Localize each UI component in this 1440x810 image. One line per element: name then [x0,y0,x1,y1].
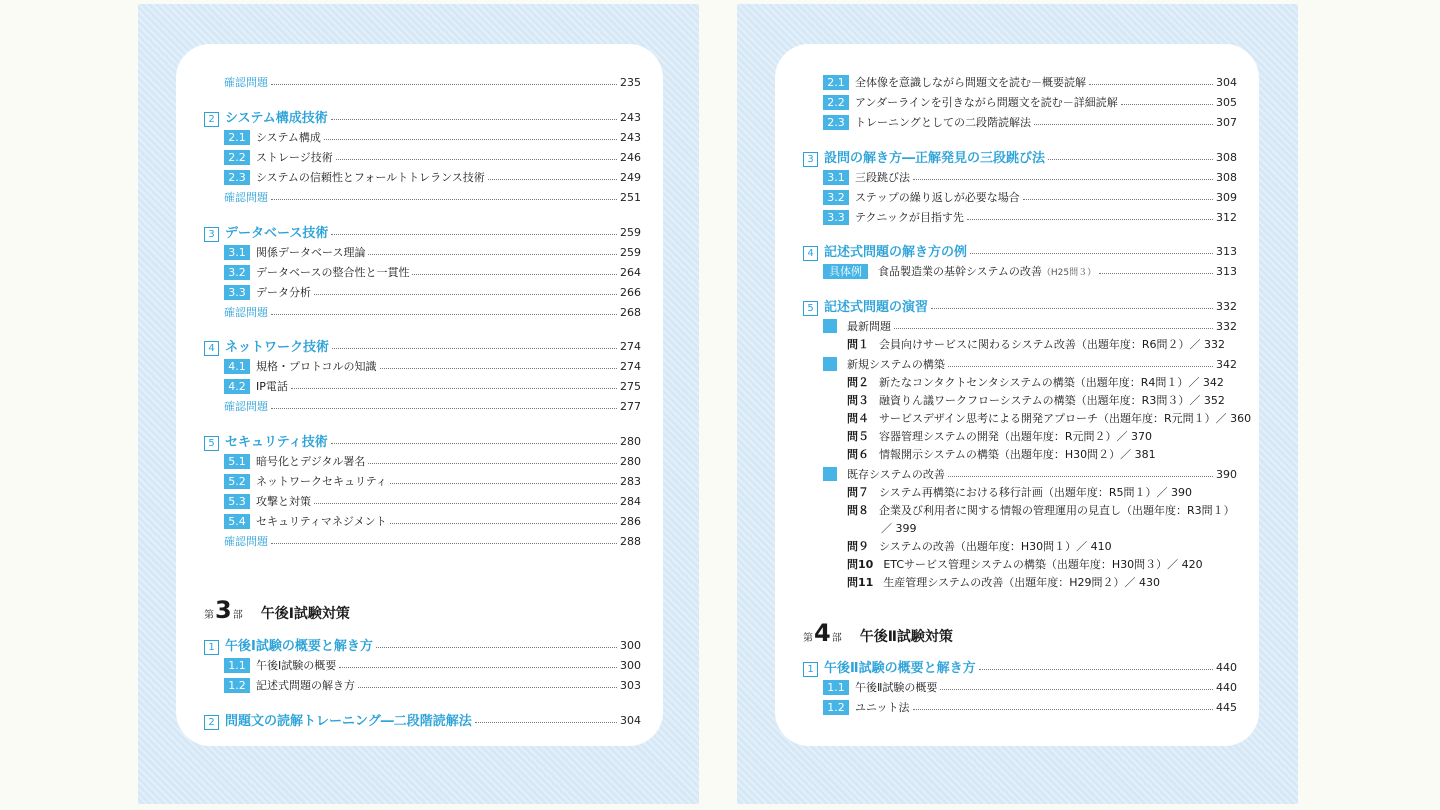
toc-question-row: 問１ 会員向けサービスに関わるシステム改善（出題年度：R6問２）／ 332 [847,338,1226,351]
toc-chapter-row: 3 設問の解き方―正解発見の三段跳び法 308 [803,147,1237,167]
part-heading: 第 3 部 午後Ⅰ試験対策 [204,596,350,624]
toc-section-row: 5.4 セキュリティマネジメント 286 [224,511,641,531]
right-page [737,4,1298,804]
chapter-number: 5 [803,301,818,316]
chapter-number: 1 [204,640,219,655]
left-page [138,4,699,804]
toc-question-row: 問２ 新たなコンタクトセンタシステムの構築（出題年度：R4問１）／ 342 [847,376,1224,389]
toc-question-row: 問７ システム再構築における移行計画（出題年度：R5問１）／ 390 [847,486,1193,499]
toc-chapter-row: 5 セキュリティ技術 280 [204,431,641,451]
toc-question-row: 問３ 融資りん議ワークフローシステムの構築（出題年度：R3問３）／ 352 [847,394,1225,407]
toc-section-row: 2.2 アンダーラインを引きながら問題文を読む－詳細読解 305 [823,92,1237,112]
toc-review-row: 確認問題 268 [224,305,641,319]
chapter-number: 4 [204,341,219,356]
toc-section-row: 1.1 午後Ⅱ試験の概要 440 [823,677,1237,697]
toc-group-row: 新規システムの構築 342 [823,354,1237,374]
toc-question-continuation: ／ 399 [881,522,917,535]
square-bullet-icon [823,467,837,481]
toc-section-row: 3.1 関係データベース理論 259 [224,242,641,262]
chapter-number: 2 [204,112,219,127]
toc-section-row: 2.1 全体像を意識しながら問題文を読む－概要読解 304 [823,72,1237,92]
toc-chapter-row: 4 ネットワーク技術 274 [204,336,641,356]
chapter-number: 2 [204,715,219,730]
part-heading: 第 4 部 午後Ⅱ試験対策 [803,619,953,647]
toc-review-row: 確認問題 251 [224,190,641,204]
toc-question-row: 問８ 企業及び利用者に関する情報の管理運用の見直し（出題年度：R3問１） [847,504,1235,517]
toc-question-row: 問４ サービスデザイン思考による開発アプローチ（出題年度：R元問１）／ 360 [847,412,1252,425]
toc-question-row: 問５ 容器管理システムの開発（出題年度：R元問２）／ 370 [847,430,1153,443]
toc-section-row: 2.3 トレーニングとしての二段階読解法 307 [823,112,1237,132]
toc-question-row: 問６ 情報開示システムの構築（出題年度：H30問２）／ 381 [847,448,1156,461]
square-bullet-icon [823,319,837,333]
toc-review-row: 確認問題 288 [224,534,641,548]
right-toc-card [775,44,1259,746]
toc-group-row: 最新問題 332 [823,316,1237,336]
toc-chapter-row: 3 データベース技術 259 [204,222,641,242]
toc-section-row: 3.2 データベースの整合性と一貫性 264 [224,262,641,282]
left-toc-card [176,44,663,746]
toc-chapter-row: 2 問題文の読解トレーニング―二段階読解法 304 [204,710,641,730]
toc-chapter-row: 4 記述式問題の解き方の例 313 [803,241,1237,261]
toc-group-row: 既存システムの改善 390 [823,464,1237,484]
toc-chapter-row: 5 記述式問題の演習 332 [803,296,1237,316]
toc-section-row: 3.3 テクニックが目指す先 312 [823,207,1237,227]
toc-chapter-row: 1 午後Ⅱ試験の概要と解き方 440 [803,657,1237,677]
toc-question-row: 問11 生産管理システムの改善（出題年度：H29問２）／ 430 [847,576,1160,589]
toc-section-row: 3.1 三段跳び法 308 [823,167,1237,187]
toc-section-row: 2.2 ストレージ技術 246 [224,147,641,167]
toc-section-row: 5.1 暗号化とデジタル署名 280 [224,451,641,471]
toc-section-row: 4.2 IP電話 275 [224,376,641,396]
chapter-number: 1 [803,662,818,677]
chapter-number: 3 [803,152,818,167]
chapter-number: 4 [803,246,818,261]
toc-example-row: 具体例 食品製造業の基幹システムの改善 （H25問３） 313 [823,261,1237,281]
toc-chapter-row: 1 午後Ⅰ試験の概要と解き方 300 [204,635,641,655]
toc-section-row: 3.2 ステップの繰り返しが必要な場合 309 [823,187,1237,207]
toc-section-row: 3.3 データ分析 266 [224,282,641,302]
toc-section-row: 1.2 記述式問題の解き方 303 [224,675,641,695]
toc-review-row: 確認問題 277 [224,399,641,413]
chapter-number: 5 [204,436,219,451]
toc-chapter-row: 2 システム構成技術 243 [204,107,641,127]
toc-question-row: 問９ システムの改善（出題年度：H30問１）／ 410 [847,540,1112,553]
toc-section-row: 1.2 ユニット法 445 [823,697,1237,717]
toc-section-row: 5.3 攻撃と対策 284 [224,491,641,511]
toc-section-row: 5.2 ネットワークセキュリティ 283 [224,471,641,491]
toc-section-row: 1.1 午後Ⅰ試験の概要 300 [224,655,641,675]
toc-section-row: 2.3 システムの信頼性とフォールトトレランス技術 249 [224,167,641,187]
square-bullet-icon [823,357,837,371]
toc-section-row: 2.1 システム構成 243 [224,127,641,147]
toc-question-row: 問10 ETCサービス管理システムの構築（出題年度：H30問３）／ 420 [847,558,1203,571]
toc-review-row: 確認問題 235 [224,75,641,89]
toc-section-row: 4.1 規格・プロトコルの知識 274 [224,356,641,376]
chapter-number: 3 [204,227,219,242]
